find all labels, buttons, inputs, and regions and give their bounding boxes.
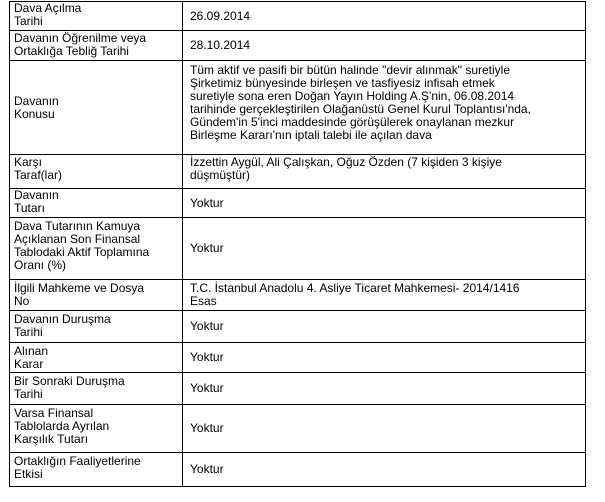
label-line: Tarihi: [14, 387, 43, 401]
row-value: [184, 311, 585, 342]
label-line: Konusu: [14, 106, 55, 121]
label-line: Alınan: [14, 344, 49, 358]
value-line: 26.09.2014: [190, 8, 251, 23]
table-row-provision: [9, 405, 586, 453]
row-value: [184, 343, 585, 372]
value-line: Yoktur: [190, 195, 224, 210]
label-line: Karar: [14, 357, 44, 371]
label-line: Karşılık Tutarı: [14, 432, 89, 446]
value-line: suretiyle sona eren Doğan Yayın Holding A.Ş'nin, 06.08.2014: [190, 89, 515, 103]
label-line: Davanın: [14, 93, 59, 108]
table-row-impact: [9, 453, 586, 487]
row-value: [184, 453, 585, 486]
label-line: Davanın Duruşma: [14, 312, 111, 326]
label-line: Tablodaki Aktif Toplamına: [14, 245, 150, 259]
label-line: Tutarı: [14, 201, 45, 215]
row-label: [10, 343, 183, 372]
table-row-court: [9, 280, 586, 311]
label-line: Tarihi: [14, 14, 43, 28]
value-line: Esas: [190, 294, 217, 308]
value-line: Tüm aktif ve pasifi bir bütün halinde "devir alınmak" suretiyle: [190, 63, 510, 77]
row-label: [10, 280, 183, 310]
value-line: 28.10.2014: [190, 38, 251, 52]
label-line: Dava Tutarının Kamuya: [14, 219, 141, 233]
table-row-subject: [9, 61, 586, 155]
row-label: [10, 31, 183, 60]
row-value: [184, 405, 585, 452]
label-line: No: [14, 294, 30, 308]
value-line: Yoktur: [190, 350, 224, 364]
table-row-filing-date: [9, 1, 586, 31]
case-details-table: [9, 1, 586, 487]
row-value: [184, 31, 585, 60]
table-row-hearing-date: [9, 311, 586, 343]
label-line: Açıklanan Son Finansal: [14, 232, 141, 246]
label-line: Varsa Finansal: [14, 406, 94, 420]
row-value: [184, 2, 585, 30]
label-line: Ortaklığın Faaliyetlerine: [14, 454, 141, 468]
label-line: Tablolarda Ayrılan: [14, 419, 110, 433]
row-label: [10, 2, 183, 30]
row-label: [10, 453, 183, 486]
value-line: Yoktur: [190, 381, 224, 395]
row-value: [184, 155, 585, 188]
label-line: Taraf(lar): [14, 168, 63, 182]
value-line: Birleşme Kararı'nın iptali talebi ile açılan dava: [190, 128, 432, 142]
label-line: Oranı (%): [14, 258, 67, 272]
table-row-decision: [9, 343, 586, 373]
label-line: Davanın Öğrenilme veya: [14, 31, 147, 45]
value-line: düşmüştür): [190, 168, 251, 182]
value-line: tarihinde gerçekleştirilen Olağanüstü Genel Kurul Toplantısı'nda,: [190, 102, 531, 116]
row-label: [10, 61, 183, 154]
row-label: [10, 373, 183, 404]
value-line: Gündem'in 5'inci maddesinde görüşülerek onaylanan mezkur: [190, 115, 515, 129]
label-line: Etkisi: [14, 467, 43, 481]
label-line: Ortaklığa Tebliğ Tarihi: [14, 44, 129, 58]
row-label: [10, 189, 183, 217]
row-label: [10, 405, 183, 452]
value-line: Yoktur: [190, 319, 224, 333]
table-row-counterparties: [9, 155, 586, 189]
value-line: Yoktur: [190, 462, 224, 476]
label-line: Karşı: [14, 155, 43, 169]
row-label: [10, 155, 183, 188]
label-line: İlgili Mahkeme ve Dosya: [14, 281, 145, 295]
row-value: [184, 61, 585, 154]
row-value: [184, 218, 585, 279]
label-line: Tarihi: [14, 325, 43, 339]
row-value: [184, 189, 585, 217]
value-line: Yoktur: [190, 241, 224, 255]
label-line: Dava Açılma: [14, 2, 82, 15]
value-line: İzzettin Aygül, Ali Çalışkan, Oğuz Özden (7 kişiden 3 kişiye: [190, 155, 502, 169]
table-row-amount-ratio: [9, 218, 586, 280]
row-label: [10, 311, 183, 342]
label-line: Bir Sonraki Duruşma: [14, 374, 125, 388]
value-line: Yoktur: [190, 421, 224, 435]
label-line: Davanın: [14, 189, 59, 202]
table-row-next-hearing: [9, 373, 586, 405]
table-row-amount: [9, 189, 586, 218]
row-label: [10, 218, 183, 279]
row-value: [184, 373, 585, 404]
table-row-notification-date: [9, 31, 586, 61]
value-line: T.C. İstanbul Anadolu 4. Asliye Ticaret Mahkemesi- 2014/1416: [190, 281, 520, 295]
value-line: Şirketimiz bünyesinde birleşen ve tasfiyesiz infisah etmek: [190, 76, 495, 90]
row-value: [184, 280, 585, 310]
